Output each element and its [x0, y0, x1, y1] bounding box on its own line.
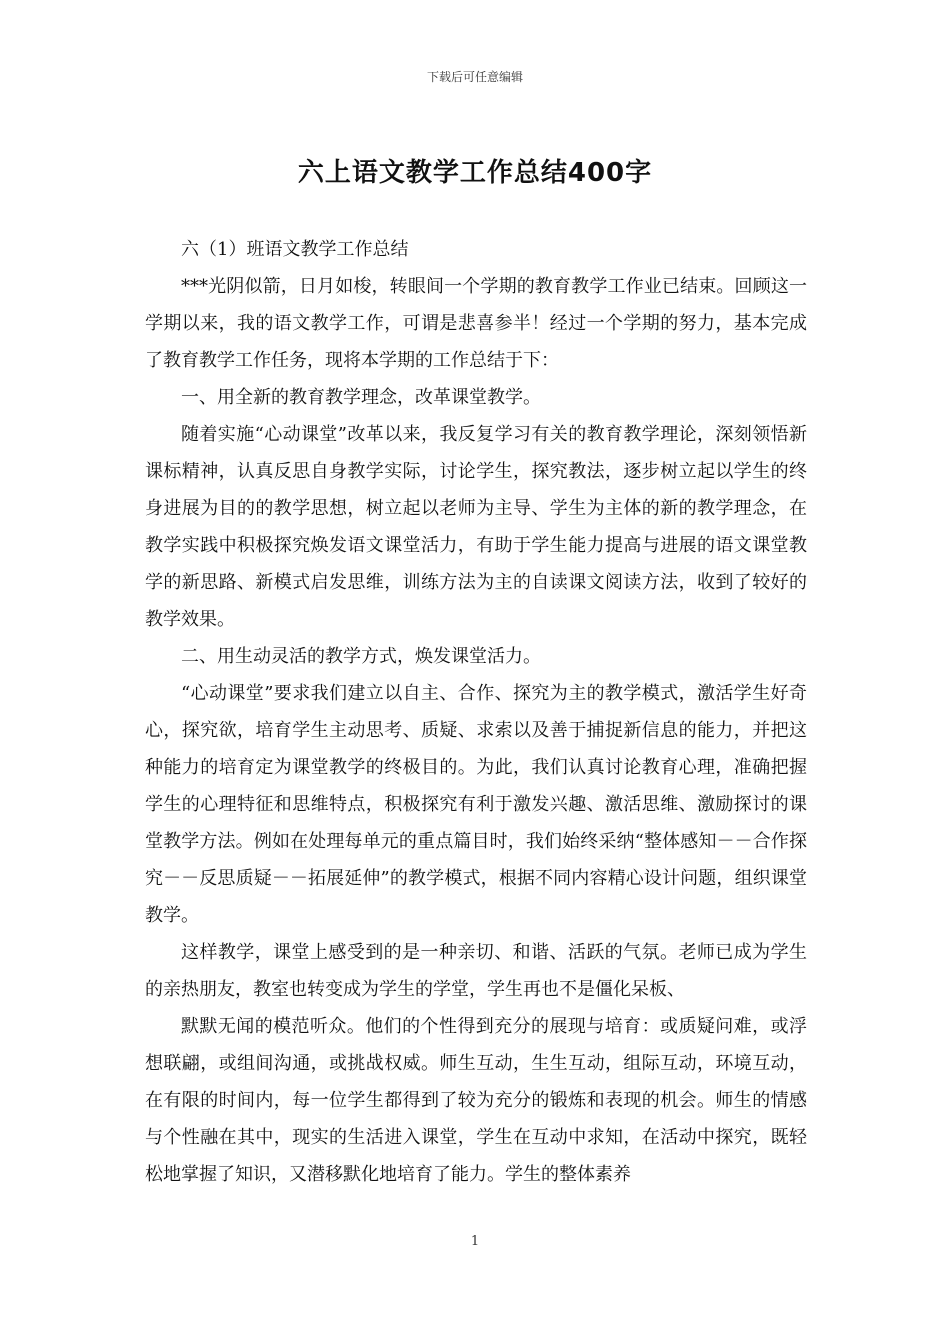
page-number: 1	[470, 1234, 480, 1249]
continuation-paragraph: 默默无闻的模范听众。他们的个性得到充分的展现与培育：或质疑问难，或浮想联翩，或组间沟通，或挑战权威。师生互动，生生互动，组际互动，环境互动，在有限的时间内，每一位学生都得到了较为充分的锻炼和表现的机会。师生的情感与个性融在其中，现实的生活进入课堂，学生在互动中求知，在活动中探究，既轻松地掌握了知识，又潜移默化地培育了能力。学生的整体素养	[145, 1016, 807, 1185]
document-title: 六上语文教学工作总结400字	[297, 158, 653, 188]
section-heading-1: 一、用全新的教育教学理念，改革课堂教学。	[181, 387, 541, 408]
classroom-paragraph: 这样教学，课堂上感受到的是一种亲切、和谐、活跃的气氛。老师已成为学生的亲热朋友，教室也转变成为学生的学堂，学生再也不是僵化呆板、	[145, 942, 807, 1000]
section-2-paragraph: “心动课堂”要求我们建立以自主、合作、探究为主的教学模式，激活学生好奇心，探究欲，培育学生主动思考、质疑、求索以及善于捕捉新信息的能力，并把这种能力的培育定为课堂教学的终极目的。为此，我们认真讨论教育心理，准确把握学生的心理特征和思维特点，积极探究有利于激发兴趣、激活思维、激励探讨的课堂教学方法。例如在处理每单元的重点篇目时，我们始终采纳“整体感知－－合作探究－－反思质疑－－拓展延伸”的教学模式，根据不同内容精心设计问题，组织课堂教学。	[145, 683, 807, 926]
document-body	[145, 231, 807, 1193]
section-heading-2: 二、用生动灵活的教学方式，焕发课堂活力。	[181, 646, 541, 667]
class-heading: 六（1）班语文教学工作总结	[181, 239, 409, 260]
page-header: 下载后可任意编辑	[426, 70, 523, 84]
section-1-paragraph: 随着实施“心动课堂”改革以来，我反复学习有关的教育教学理论，深刻领悟新课标精神，认真反思自身教学实际，讨论学生，探究教法，逐步树立起以学生的终身进展为目的的教学思想，树立起以老师为主导、学生为主体的新的教学理念，在教学实践中积极探究焕发语文课堂活力，有助于学生能力提高与进展的语文课堂教学的新思路、新模式启发思维，训练方法为主的自读课文阅读方法，收到了较好的教学效果。	[145, 424, 807, 630]
intro-paragraph: ***光阴似箭，日月如梭，转眼间一个学期的教育教学工作业已结束。回顾这一学期以来，我的语文教学工作，可谓是悲喜参半！经过一个学期的努力，基本完成了教育教学工作任务，现将本学期的工作总结于下：	[145, 276, 807, 371]
